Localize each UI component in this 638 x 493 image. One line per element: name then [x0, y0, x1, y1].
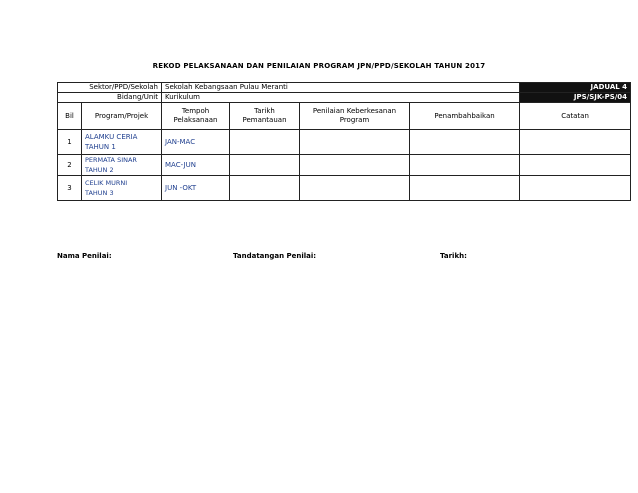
- tandatangan-penilai-label: Tandatangan Penilai:: [233, 252, 317, 260]
- row-catatan: [520, 130, 631, 155]
- bidang-value: Kurikulum: [162, 93, 520, 103]
- col-bil: Bil: [58, 103, 82, 130]
- program-year: TAHUN 3: [85, 189, 114, 197]
- row-penilaian: [300, 155, 410, 176]
- nama-penilai-label: Nama Penilai:: [57, 252, 112, 260]
- col-tempoh: Tempoh Pelaksanaan: [162, 103, 230, 130]
- table-row: [58, 176, 631, 201]
- table-row: [58, 155, 631, 176]
- row-catatan: [520, 155, 631, 176]
- row-bil: 3: [58, 176, 82, 201]
- row-tarikh: [230, 176, 300, 201]
- header-row-bidang: [58, 93, 631, 103]
- row-penilaian: [300, 176, 410, 201]
- row-penilaian: [300, 130, 410, 155]
- row-penambahbaikan: [410, 176, 520, 201]
- header-row-sektor: [58, 83, 631, 93]
- sektor-value: Sekolah Kebangsaan Pulau Meranti: [162, 83, 520, 93]
- jadual-badge: JADUAL 4: [520, 83, 631, 93]
- program-year: TAHUN 1: [85, 143, 116, 151]
- sektor-label: Sektor/PPD/Sekolah: [58, 83, 162, 93]
- document-title: REKOD PELAKSANAAN DAN PENILAIAN PROGRAM JPN/PPD/SEKOLAH TAHUN 2017: [152, 62, 486, 70]
- row-bil: 2: [58, 155, 82, 176]
- row-tempoh: JAN-MAC: [162, 130, 230, 155]
- row-tempoh: MAC-JUN: [162, 155, 230, 176]
- bidang-label: Bidang/Unit: [58, 93, 162, 103]
- col-program: Program/Projek: [82, 103, 162, 130]
- row-program: [82, 130, 162, 155]
- program-year: TAHUN 2: [85, 166, 114, 174]
- row-program: [82, 176, 162, 201]
- program-name: ALAMKU CERIA: [85, 133, 138, 141]
- col-catatan: Catatan: [520, 103, 631, 130]
- row-program: [82, 155, 162, 176]
- program-name: CELIK MURNI: [85, 179, 128, 187]
- col-tarikh: Tarikh Pemantauan: [230, 103, 300, 130]
- row-penambahbaikan: [410, 155, 520, 176]
- row-bil: 1: [58, 130, 82, 155]
- table-row: [58, 130, 631, 155]
- program-name: PERMATA SINAR: [85, 156, 137, 164]
- column-header-row: [58, 103, 631, 130]
- col-penambahbaikan: Penambahbaikan: [410, 103, 520, 130]
- col-penilaian: Penilaian Keberkesanan Program: [300, 103, 410, 130]
- document-code: JPS/SJK-PS/04: [520, 93, 631, 103]
- tarikh-label: Tarikh:: [440, 252, 467, 260]
- row-tarikh: [230, 155, 300, 176]
- program-record-table: [57, 82, 631, 201]
- row-tempoh: JUN -OKT: [162, 176, 230, 201]
- row-tarikh: [230, 130, 300, 155]
- row-catatan: [520, 176, 631, 201]
- row-penambahbaikan: [410, 130, 520, 155]
